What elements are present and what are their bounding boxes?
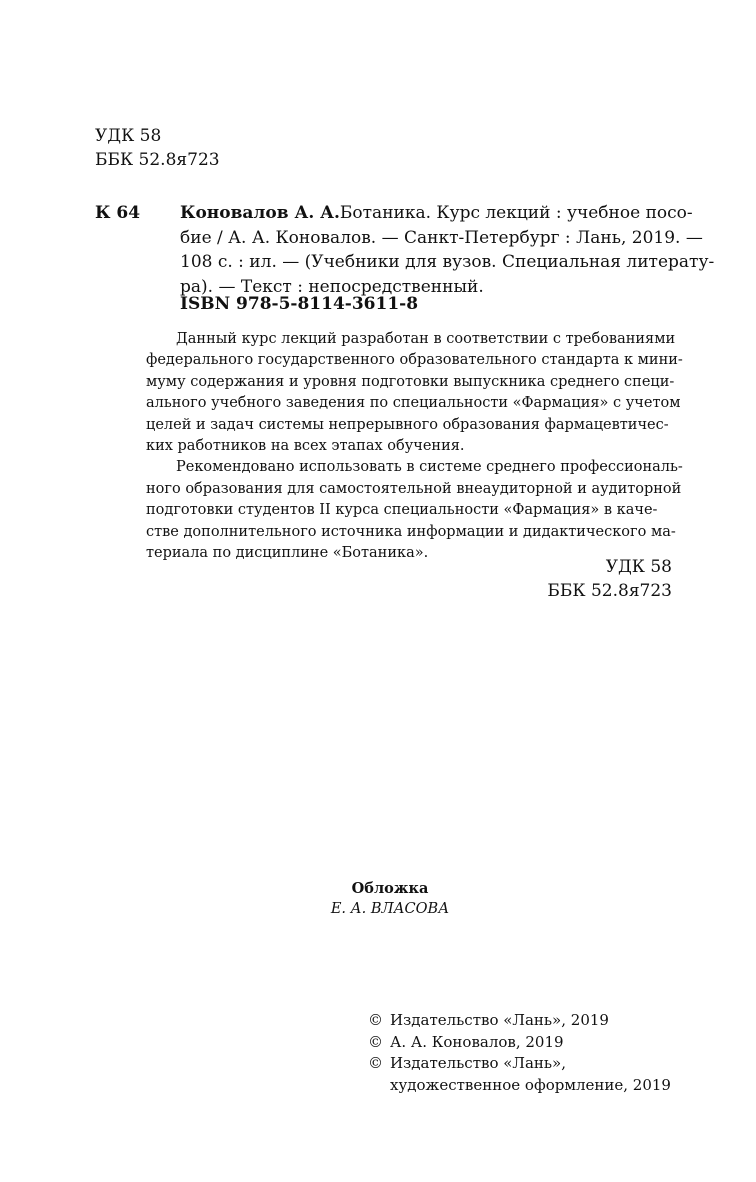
copyright-text: Издательство «Лань», 2019: [390, 1011, 609, 1029]
abstract-line: стве дополнительного источника информации и дидактического ма-: [146, 523, 676, 540]
entry-line-3: 108 с. : ил. — (Учебники для вузов. Специальная литерату-: [180, 252, 715, 273]
abstract-line: муму содержания и уровня подготовки выпускника среднего специ-: [146, 373, 675, 390]
bbk-code: ББК 52.8я723: [547, 581, 672, 601]
abstract-line: федерального государственного образовательного стандарта к мини-: [146, 352, 683, 369]
copyright-text-continued: художественное оформление, 2019: [390, 1075, 671, 1094]
abstract-line: ного образования для самостоятельной внеаудиторной и аудиторной: [146, 480, 682, 497]
cover-credit: [300, 878, 480, 920]
copyright-icon: ©: [368, 1054, 383, 1072]
copyright-line: [368, 1010, 671, 1032]
abstract-line: териала по дисциплине «Ботаника».: [146, 545, 429, 562]
copyright-icon: ©: [368, 1011, 383, 1029]
isbn: ISBN 978-5-8114-3611-8: [180, 294, 419, 314]
footer-classification-codes: [547, 555, 672, 603]
abstract-line: подготовки студентов II курса специальности «Фармация» в каче-: [146, 502, 658, 519]
cover-designer: Е. А. ВЛАСОВА: [330, 901, 450, 917]
bbk-code: ББК 52.8я723: [95, 150, 220, 170]
abstract-line: Рекомендовано использовать в системе среднего профессиональ-: [176, 459, 683, 476]
abstract: [146, 329, 683, 564]
udk-code: УДК 58: [95, 126, 162, 146]
copyright-text: Издательство «Лань»,: [390, 1054, 567, 1072]
copyright-block: [368, 1010, 671, 1096]
header-classification-codes: [95, 124, 220, 172]
entry-line-2: бие / А. А. Коновалов. — Санкт-Петербург : Лань, 2019. —: [180, 227, 703, 248]
copyright-text: А. А. Коновалов, 2019: [390, 1032, 564, 1051]
udk-code: УДК 58: [605, 557, 672, 577]
abstract-line: ального учебного заведения по специальности «Фармация» с учетом: [146, 395, 681, 412]
author-name: Коновалов А. А.: [180, 203, 340, 223]
cover-label: Обложка: [351, 880, 429, 897]
copyright-line: [368, 1032, 671, 1054]
entry-line-1: [180, 201, 693, 226]
entry-title: Ботаника. Курс лекций : учебное посо-: [339, 203, 693, 223]
catalog-mark: К 64: [95, 203, 141, 223]
copyright-icon: ©: [368, 1032, 383, 1051]
bibliographic-entry: [180, 201, 715, 299]
abstract-line: ких работников на всех этапах обучения.: [146, 438, 465, 455]
copyright-line: [368, 1053, 671, 1075]
abstract-line: целей и задач системы непрерывного образования фармацевтичес-: [146, 416, 669, 433]
abstract-line: Данный курс лекций разработан в соответствии с требованиями: [176, 331, 676, 347]
entry-line-4: ра). — Текст : непосредственный.: [180, 276, 484, 297]
